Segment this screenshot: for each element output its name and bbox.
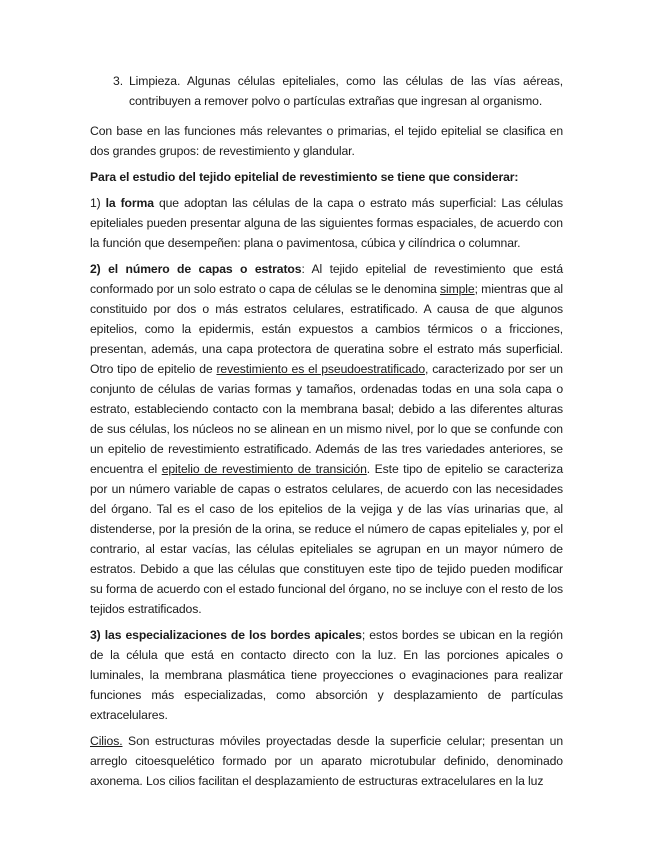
bordes-bold: 3) las especializaciones de los bordes apicales (90, 628, 362, 642)
section-heading (90, 167, 563, 187)
capas-underline-simple: simple (439, 282, 475, 296)
forma-text: que adoptan las células de la capa o estrato más superficial: Las células epiteliales pueden presentar alguna de las siguientes formas espaciales, de acuerdo con la función que desempeñen: plana o pavimentosa, cúbica y cilíndrica o columnar. (90, 196, 563, 250)
intro-paragraph: Con base en las funciones más relevantes o primarias, el tejido epitelial se clasifica en dos grandes grupos: de revestimiento y glandular. (90, 124, 563, 158)
paragraph-forma (90, 193, 563, 253)
capas-text-4: . Este tipo de epitelio se caracteriza por un número variable de capas o estratos celulares, de acuerdo con las necesidades del órgano. Tal es el caso de los epitelios de la vejiga y de las vías urinarias que, al distenderse, por la presión de la orina, se reduce el número de capas epiteliales y, por el contrario, al estar vacías, las células epiteliales se agrupan en un mayor número de estratos. Debido a que las células que constituyen este tipo de tejido pueden modificar su forma de acuerdo con el estado funcional del órgano, no se incluye con el resto de los tejidos estratificados. (90, 462, 563, 616)
forma-prefix: 1) (90, 196, 106, 210)
cilios-underline: Cilios. (90, 734, 123, 748)
capas-text-2: ; mientras que al constituido por dos o más estratos celulares, estratificado. A causa de que algunos epitelios, como la epidermis, están expuestos a cambios térmicos o a fricciones, presentan, además, una capa protectora de queratina sobre el estrato más superficial. Otro tipo de epitelio de (90, 282, 563, 376)
forma-bold: la forma (105, 196, 154, 210)
capas-text-3: , caracterizado por ser un conjunto de células de varias formas y tamaños, ordenadas todas en una sola capa o estrato, estableciendo contacto con la membrana basal; debido a las diferentes alturas de sus células, los núcleos no se alinean en un mismo nivel, por lo que se confunde con un epitelio de revestimiento estratificado. Además de las tres variedades anteriores, se encuentra el (90, 362, 563, 476)
capas-bold: 2) el número de capas o estratos (90, 262, 302, 276)
capas-text-1: : Al tejido epitelial de revestimiento que está conformado por un solo estrato o capa de células se le denomina (90, 262, 564, 296)
list-text: Limpieza. Algunas células epiteliales, como las células de las vías aéreas, contribuyen a remover polvo o partículas extrañas que ingresan al organismo. (129, 74, 563, 108)
list-item-limpieza (90, 71, 563, 111)
bordes-text: ; estos bordes se ubican en la región de la célula que está en contacto directo con la luz. En las porciones apicales o luminales, la membrana plasmática tiene proyecciones o evaginaciones para realizar funciones más especializadas, como absorción y desplazamiento de partículas extracelulares. (90, 628, 563, 722)
paragraph-bordes (90, 625, 563, 725)
cilios-text: Son estructuras móviles proyectadas desde la superficie celular; presentan un arreglo citoesquelético formado por un aparato microtubular definido, denominado axonema. Los cilios facilitan el desplazamiento de estructuras extracelulares en la luz (90, 734, 563, 788)
document-body (90, 71, 563, 797)
capas-underline-transicion: epitelio de revestimiento de transición (161, 462, 367, 476)
heading-text: Para el estudio del tejido epitelial de revestimiento se tiene que considerar: (90, 170, 519, 184)
paragraph-cilios (90, 731, 563, 791)
capas-underline-pseudo: revestimiento es el pseudoestratificado (216, 362, 426, 376)
list-number: 3. (113, 74, 123, 88)
paragraph-capas (90, 259, 563, 619)
